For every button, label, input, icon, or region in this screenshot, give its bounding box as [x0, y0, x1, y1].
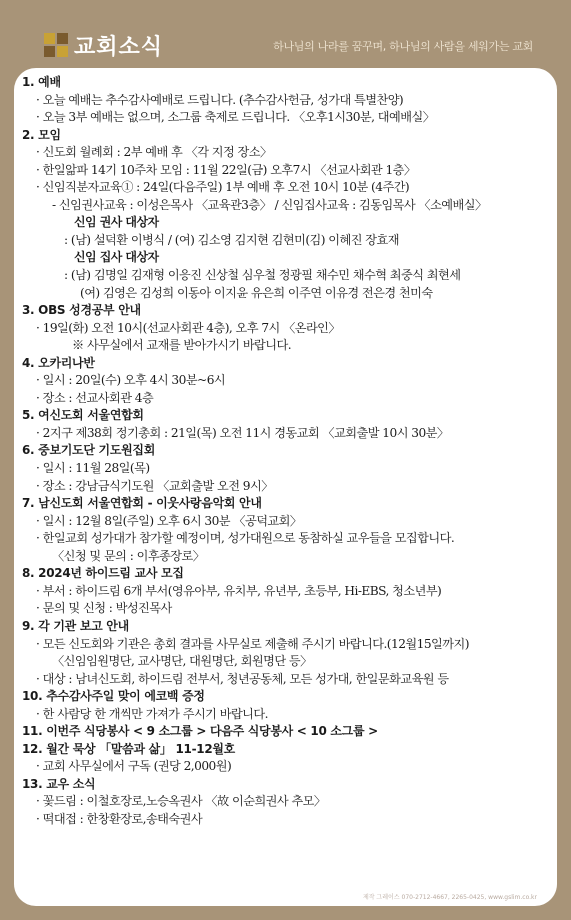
sub-heading: 신임 권사 대상자	[74, 215, 159, 230]
news-item: 〈신임임원명단, 교사명단, 대원명단, 회원명단 등〉	[52, 654, 312, 669]
news-item: · 19일(화) 오전 10시(선교사회관 4층), 오후 7시 〈온라인〉	[36, 320, 341, 335]
section-heading: 11. 이번주 식당봉사 < 9 소그룹 > 다음주 식당봉사 < 10 소그룹 >	[22, 724, 378, 739]
news-item: · 대상 : 남녀신도회, 하이드림 전부서, 청년공동체, 모든 성가대, 한일문화교육원 등	[36, 671, 449, 686]
news-item: · 장소 : 선교사회관 4층	[36, 390, 154, 405]
sub-heading: 신임 집사 대상자	[74, 250, 159, 265]
news-item: · 한 사람당 한 개씩만 가져가 주시기 바랍니다.	[36, 706, 268, 721]
news-item: · 한일앎파 14기 10주차 모임 : 11월 22일(금) 오후7시 〈선교사회관 1층〉	[36, 162, 416, 177]
news-list	[22, 74, 542, 829]
news-item: · 신임직분자교육① : 24일(다음주일) 1부 예배 후 오전 10시 10분 (4주간)	[36, 180, 410, 195]
logo-square-4	[57, 46, 68, 57]
news-item: · 부서 : 하이드림 6개 부서(영유아부, 유치부, 유년부, 초등부, Hi-EBS, 청소년부)	[36, 583, 442, 598]
news-item: · 떡대접 : 한창환장로,송태숙권사	[36, 811, 203, 826]
section-heading: 2. 모임	[22, 127, 61, 142]
section-heading: 12. 월간 묵상 「말씀과 삶」 11-12월호	[22, 741, 235, 756]
news-item: · 문의 및 신청 : 박성진목사	[36, 601, 172, 616]
section-heading: 3. OBS 성경공부 안내	[22, 303, 141, 318]
news-item: · 일시 : 11월 28일(목)	[36, 461, 150, 476]
news-item: 〈신청 및 문의 : 이후종장로〉	[52, 548, 205, 563]
news-item: : (남) 김명일 김재형 이응진 신상철 심우철 정광필 채수민 채수혁 최중식 최현세	[64, 268, 461, 283]
church-slogan: 하나님의 나라를 꿈꾸며, 하나님의 사람을 세워가는 교회	[273, 40, 533, 53]
news-item: · 한일교회 성가대가 참가할 예정이며, 성가대원으로 동참하실 교우들을 모집합니다.	[36, 531, 455, 546]
section-heading: 9. 각 기관 보고 안내	[22, 618, 129, 633]
page-title: 교회소식	[74, 35, 164, 60]
logo-icon	[44, 33, 68, 57]
logo-square-1	[44, 33, 55, 44]
section-heading: 8. 2024년 하이드림 교사 모집	[22, 566, 184, 581]
section-heading: 7. 남신도회 서울연합회 - 이웃사랑음악회 안내	[22, 496, 262, 511]
news-item: · 교회 사무실에서 구독 (권당 2,000원)	[36, 759, 232, 774]
printer-credit: 제작 그레이스 070-2712-4667, 2265-0425, www.gslim.co.kr	[362, 894, 537, 901]
news-item: · 신도회 월례회 : 2부 예배 후 〈각 지정 장소〉	[36, 145, 272, 160]
news-item: - 신임권사교육 : 이성은목사 〈교육관3층〉 / 신임집사교육 : 김동임목사 〈소예배실〉	[52, 197, 487, 212]
section-heading: 10. 추수감사주일 맞이 에코백 증정	[22, 689, 205, 704]
news-item: · 장소 : 강남금식기도원 〈교회출발 오전 9시〉	[36, 478, 273, 493]
section-heading: 13. 교우 소식	[22, 776, 96, 791]
news-item: · 모든 신도회와 기관은 총회 결과를 사무실로 제출해 주시기 바랍니다.(12월15일까지)	[36, 636, 469, 651]
news-item: (여) 김영은 김성희 이동아 이지윤 유은희 이주연 이유경 전은경 천미숙	[80, 285, 433, 300]
news-item: : (남) 설덕환 이병식 / (여) 김소영 김지현 김현미(김) 이혜진 장효재	[64, 232, 399, 247]
news-item: ※ 사무실에서 교재를 받아가시기 바랍니다.	[72, 338, 292, 353]
section-heading: 6. 중보기도단 기도원집회	[22, 443, 155, 458]
news-item: · 일시 : 20일(수) 오후 4시 30분~6시	[36, 373, 226, 388]
news-item: · 꽃드림 : 이철호장로,노승옥권사 〈故 이순희권사 추모〉	[36, 794, 326, 809]
header	[0, 0, 571, 66]
news-item: · 2지구 제38회 정기총회 : 21일(목) 오전 11시 경동교회 〈교회출발 10시 30분〉	[36, 425, 449, 440]
logo-square-3	[44, 46, 55, 57]
section-heading: 4. 오카리나반	[22, 355, 95, 370]
logo-square-2	[57, 33, 68, 44]
section-heading: 5. 여신도회 서울연합회	[22, 408, 144, 423]
news-item: · 일시 : 12월 8일(주일) 오후 6시 30분 〈공덕교회〉	[36, 513, 302, 528]
news-item: · 오늘 3부 예배는 없으며, 소그룹 축제로 드립니다. 〈오후1시30분, 대예배실〉	[36, 110, 435, 125]
section-heading: 1. 예배	[22, 75, 61, 89]
news-item: · 오늘 예배는 추수감사예배로 드립니다. (추수감사헌금, 성가대 특별찬양)	[36, 92, 404, 107]
